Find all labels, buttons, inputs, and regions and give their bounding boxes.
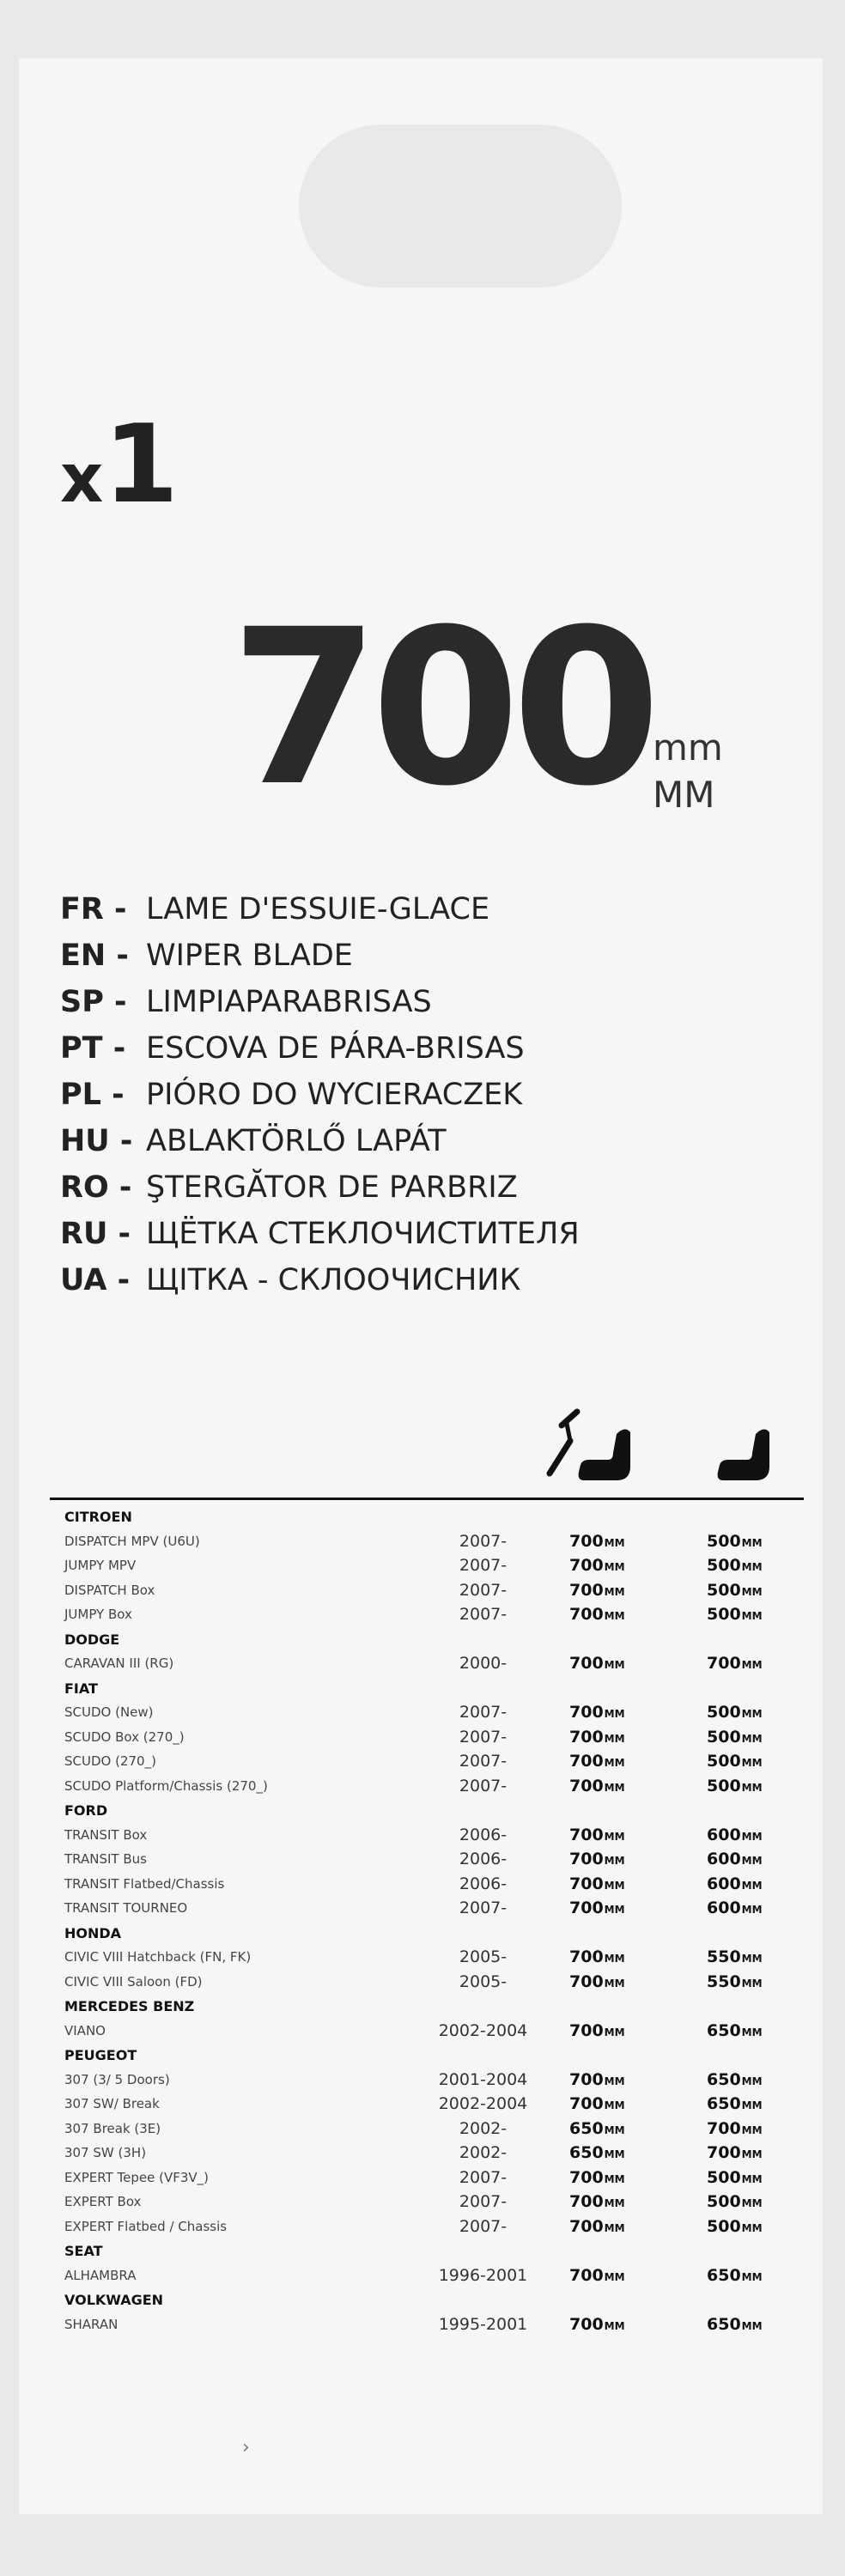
language-code: RU - [60,1217,131,1251]
driver-length-value: 700 [569,1947,604,1966]
driver-length-value: 700 [569,1899,604,1917]
model-name: TRANSIT TOURNEO [64,1900,188,1916]
passenger-length [707,1703,763,1722]
mm-badge: MM [741,1708,763,1720]
mm-badge: MM [604,1781,625,1794]
language-code: EN - [60,939,129,973]
model-name: CIVIC VIII Saloon (FD) [64,1973,203,1990]
model-years: 2007- [459,1752,508,1771]
mm-badge: MM [604,1977,625,1990]
model-years: 2007- [459,1531,508,1551]
model-years: 2007- [459,1556,508,1575]
mm-badge: MM [604,1708,625,1720]
driver-length [569,1947,625,1966]
mm-badge: MM [741,2099,763,2111]
driver-length-value: 700 [569,1531,604,1551]
passenger-length [707,1826,763,1844]
driver-length-value: 700 [569,1825,604,1844]
passenger-length [707,1752,763,1771]
table-row [64,1970,777,1995]
driver-length [569,1874,625,1893]
passenger-length-value: 600 [707,1825,741,1844]
brand-name: CITROEN [64,1509,132,1525]
passenger-length-value: 600 [707,1899,741,1917]
mm-badge: MM [604,1757,625,1769]
model-years: 2002-2004 [438,2020,528,2040]
language-text: PIÓRO DO WYCIERACZEK [146,1078,523,1112]
model-years: 2002-2004 [438,2094,528,2113]
passenger-length [707,2094,763,2113]
passenger-length [707,1605,763,1624]
driver-length-value: 700 [569,1727,604,1747]
mm-badge: MM [741,2123,763,2136]
model-years: 2007- [459,1727,508,1747]
passenger-length [707,1899,763,1917]
print-mark: › [242,2437,250,2458]
driver-length [569,1605,625,1624]
driver-length-value: 700 [569,1580,604,1600]
passenger-length [707,1728,763,1747]
model-years: 2005- [459,1947,508,1966]
language-text: LIMPIAPARABRISAS [146,985,432,1019]
passenger-length [707,2168,763,2187]
mm-badge: MM [604,2172,625,2185]
mm-badge: MM [741,2197,763,2209]
model-years: 2006- [459,1850,508,1868]
passenger-length [707,2266,763,2285]
mm-badge: MM [741,1585,763,1598]
passenger-length-value: 700 [707,2118,741,2138]
brand-name: VOLKWAGEN [64,2292,164,2308]
mm-badge: MM [604,2075,625,2087]
mm-badge: MM [741,1610,763,1622]
table-row [64,1749,777,1774]
brand-row [64,1627,777,1652]
mm-badge: MM [604,1855,625,1867]
passenger-length [707,2315,763,2334]
passenger-length-value: 600 [707,1850,741,1868]
mm-badge: MM [604,1953,625,1965]
model-years: 1996-2001 [438,2265,528,2285]
driver-length-value: 650 [569,2118,604,2138]
mm-badge: MM [604,2270,625,2283]
model-name: SHARAN [64,2316,119,2332]
model-name: DISPATCH MPV (U6U) [64,1533,200,1549]
mm-badge: MM [604,1732,625,1745]
blade-length: 700 [230,583,653,833]
language-text: ESCOVA DE PÁRA-BRISAS [146,1031,525,1066]
driver-length-value: 700 [569,2314,604,2334]
table-row [64,2215,777,2239]
table-row [64,2263,777,2288]
language-row [60,1025,781,1072]
mm-badge: MM [604,2123,625,2136]
driver-length [569,1654,625,1673]
passenger-length-value: 500 [707,1703,741,1722]
language-code: UA - [60,1263,131,1297]
model-name: SCUDO (270_) [64,1753,156,1769]
driver-length [569,1850,625,1868]
mm-badge: MM [741,1732,763,1745]
table-row [64,1700,777,1725]
model-name: TRANSIT Flatbed/Chassis [64,1875,225,1892]
model-years: 2007- [459,2192,508,2211]
model-name: 307 Break (3E) [64,2120,161,2136]
table-row [64,2190,777,2215]
mm-badge: MM [604,1904,625,1916]
table-row [64,2166,777,2190]
unit-lower: mm [653,726,723,769]
model-years: 2005- [459,1971,508,1991]
passenger-length-value: 650 [707,2069,741,2089]
table-row [64,2117,777,2142]
model-years: 2000- [459,1654,508,1673]
passenger-length-value: 650 [707,2094,741,2113]
passenger-length [707,1556,763,1575]
driver-length-value: 700 [569,2069,604,2089]
language-code: RO - [60,1170,132,1205]
model-name: 307 SW (3H) [64,2145,147,2160]
language-text: ЩІТКА - СКЛООЧИСНИК [146,1263,521,1297]
passenger-length-value: 500 [707,1580,741,1600]
model-name: TRANSIT Bus [64,1851,147,1867]
mm-badge: MM [741,2148,763,2160]
brand-row [64,1676,777,1701]
driver-length-value: 650 [569,2143,604,2162]
model-years: 2007- [459,2167,508,2187]
mm-badge: MM [604,2026,625,2038]
driver-length-value: 700 [569,2020,604,2040]
brand-row [64,1504,777,1529]
brand-name: DODGE [64,1631,120,1648]
driver-length [569,1972,625,1991]
mm-badge: MM [604,1561,625,1573]
mm-badge: MM [604,1830,625,1843]
driver-length-value: 700 [569,2094,604,2113]
driver-length [569,2217,625,2236]
model-name: JUMPY MPV [64,1558,137,1573]
mm-badge: MM [741,1757,763,1769]
driver-length-value: 700 [569,1874,604,1893]
model-years: 2007- [459,1703,508,1722]
driver-length [569,1728,625,1747]
driver-length [569,1777,625,1795]
mm-badge: MM [741,1879,763,1892]
model-name: EXPERT Box [64,2194,142,2209]
table-row [64,2019,777,2044]
mm-badge: MM [741,2075,763,2087]
mm-badge: MM [741,1536,763,1549]
passenger-length [707,1581,763,1600]
driver-length [569,2021,625,2040]
model-name: CIVIC VIII Hatchback (FN, FK) [64,1949,252,1965]
table-row [64,2092,777,2117]
driver-length-value: 700 [569,2167,604,2187]
mm-badge: MM [604,1536,625,1549]
mm-badge: MM [741,1904,763,1916]
table-row [64,1945,777,1970]
mm-badge: MM [741,1561,763,1573]
mm-badge: MM [604,2221,625,2234]
application-table [64,1504,777,2336]
language-text: ABLAKTÖRLŐ LAPÁT [146,1124,447,1158]
driver-length-value: 700 [569,1605,604,1624]
driver-length-value: 700 [569,1703,604,1722]
mm-badge: MM [741,1855,763,1867]
mm-badge: MM [741,1977,763,1990]
model-name: 307 SW/ Break [64,2096,160,2111]
passenger-length [707,1654,763,1673]
mm-badge: MM [604,1879,625,1892]
passenger-length [707,1947,763,1966]
brand-name: HONDA [64,1924,122,1941]
brand-row [64,1798,777,1823]
passenger-length [707,1532,763,1551]
mm-badge: MM [604,2319,625,2332]
mm-badge: MM [741,2270,763,2283]
passenger-length [707,2119,763,2138]
brand-row [64,2043,777,2068]
driver-length [569,1752,625,1771]
language-text: WIPER BLADE [146,939,353,973]
driver-length [569,1703,625,1722]
brand-row [64,1994,777,2019]
brand-name: PEUGEOT [64,2047,137,2063]
driver-length [569,2070,625,2089]
mm-badge: MM [741,1953,763,1965]
mm-badge: MM [741,2221,763,2234]
driver-length-value: 700 [569,1971,604,1991]
passenger-length [707,2192,763,2211]
language-row [60,933,781,979]
driver-length [569,2266,625,2285]
passenger-length-value: 500 [707,2192,741,2211]
language-text: ŞTERGĂTOR DE PARBRIZ [146,1170,518,1205]
passenger-length-value: 650 [707,2314,741,2334]
passenger-length-value: 500 [707,1727,741,1747]
passenger-length-value: 550 [707,1947,741,1966]
brand-name: SEAT [64,2243,103,2259]
driver-side-icon [541,1400,653,1494]
passenger-length-value: 700 [707,1654,741,1673]
model-years: 2007- [459,1899,508,1917]
model-years: 2002- [459,2118,508,2138]
passenger-length [707,2217,763,2236]
passenger-length [707,1850,763,1868]
driver-length-value: 700 [569,2192,604,2211]
mm-badge: MM [741,1659,763,1671]
table-row [64,1823,777,1848]
passenger-length [707,1777,763,1795]
model-name: VIANO [64,2022,106,2038]
language-code: PT - [60,1031,126,1066]
language-row [60,886,781,933]
translation-list [60,886,781,1303]
brand-row [64,2239,777,2263]
language-code: HU - [60,1124,133,1158]
language-text: LAME D'ESSUIE-GLACE [146,892,490,927]
table-row [64,1553,777,1578]
driver-length [569,2315,625,2334]
passenger-length-value: 700 [707,2143,741,2162]
mm-badge: MM [741,2319,763,2332]
driver-length [569,2143,625,2162]
passenger-length [707,2070,763,2089]
passenger-length [707,1972,763,1991]
passenger-length-value: 550 [707,1971,741,1991]
driver-length-value: 700 [569,2265,604,2285]
passenger-length-value: 600 [707,1874,741,1893]
driver-length [569,1826,625,1844]
table-row [64,2312,777,2337]
model-years: 2007- [459,1776,508,1795]
mm-badge: MM [741,1781,763,1794]
mm-badge: MM [604,1585,625,1598]
language-row [60,1164,781,1211]
passenger-length-value: 500 [707,2167,741,2187]
language-row [60,1211,781,1257]
table-row [64,1725,777,1750]
table-divider [50,1498,804,1500]
passenger-length-value: 500 [707,1531,741,1551]
language-row [60,1257,781,1303]
passenger-length-value: 500 [707,1776,741,1795]
table-row [64,1578,777,1603]
driver-length-value: 700 [569,1850,604,1868]
passenger-length-value: 500 [707,2216,741,2236]
driver-length-value: 700 [569,1776,604,1795]
passenger-length-value: 500 [707,1752,741,1771]
mm-badge: MM [604,2099,625,2111]
driver-length [569,1899,625,1917]
model-years: 2006- [459,1874,508,1893]
driver-length-value: 700 [569,1556,604,1575]
language-row [60,1072,781,1118]
driver-length [569,2168,625,2187]
table-row [64,2141,777,2166]
table-row [64,1529,777,1554]
table-row [64,1847,777,1872]
passenger-length-value: 650 [707,2020,741,2040]
position-icons [0,1400,845,1494]
unit-upper: MM [653,774,715,816]
model-years: 2001-2004 [438,2069,528,2089]
passenger-length [707,2021,763,2040]
table-row [64,1651,777,1676]
table-row [64,1896,777,1921]
table-row [64,1774,777,1799]
driver-length [569,1581,625,1600]
driver-length [569,1556,625,1575]
brand-row [64,1921,777,1946]
language-text: ЩЁТКА СТЕКЛОЧИСТИТЕЛЯ [146,1217,580,1251]
model-name: JUMPY Box [64,1607,132,1622]
brand-name: FORD [64,1802,108,1819]
model-name: CARAVAN III (RG) [64,1656,174,1671]
driver-length-value: 700 [569,1654,604,1673]
driver-length-value: 700 [569,2216,604,2236]
model-years: 2007- [459,1580,508,1600]
model-years: 2007- [459,1605,508,1624]
mm-badge: MM [604,2148,625,2160]
model-name: EXPERT Flatbed / Chassis [64,2218,228,2234]
model-name: ALHAMBRA [64,2267,137,2283]
passenger-side-icon [696,1400,790,1494]
mm-badge: MM [604,1610,625,1622]
brand-row [64,2287,777,2312]
model-years: 2007- [459,2216,508,2236]
passenger-length-value: 500 [707,1605,741,1624]
language-row [60,979,781,1025]
model-name: DISPATCH Box [64,1582,155,1598]
language-code: FR - [60,892,127,927]
model-name: TRANSIT Box [64,1826,148,1843]
mm-badge: MM [604,2197,625,2209]
driver-length-value: 700 [569,1752,604,1771]
passenger-length-value: 650 [707,2265,741,2285]
mm-badge: MM [604,1659,625,1671]
mm-badge: MM [741,2026,763,2038]
mm-badge: MM [741,1830,763,1843]
mm-badge: MM [741,2172,763,2185]
driver-length [569,2119,625,2138]
passenger-length [707,1874,763,1893]
passenger-length-value: 500 [707,1556,741,1575]
model-name: SCUDO Box (270_) [64,1728,185,1745]
language-code: PL - [60,1078,125,1112]
brand-name: MERCEDES BENZ [64,1998,195,2014]
model-years: 1995-2001 [438,2314,528,2334]
driver-length [569,2192,625,2211]
table-row [64,2068,777,2093]
hang-hole [299,125,622,288]
model-name: SCUDO (New) [64,1704,154,1720]
model-years: 2006- [459,1825,508,1844]
model-years: 2002- [459,2143,508,2162]
driver-length [569,2094,625,2113]
passenger-length [707,2143,763,2162]
table-row [64,1602,777,1627]
model-name: SCUDO Platform/Chassis (270_) [64,1777,268,1794]
model-name: 307 (3/ 5 Doors) [64,2071,170,2087]
driver-length [569,1532,625,1551]
brand-name: FIAT [64,1680,98,1697]
table-row [64,1872,777,1897]
model-name: EXPERT Tepee (VF3V_) [64,2169,210,2185]
language-row [60,1118,781,1164]
language-code: SP - [60,985,127,1019]
quantity-label: x1 [60,401,175,527]
